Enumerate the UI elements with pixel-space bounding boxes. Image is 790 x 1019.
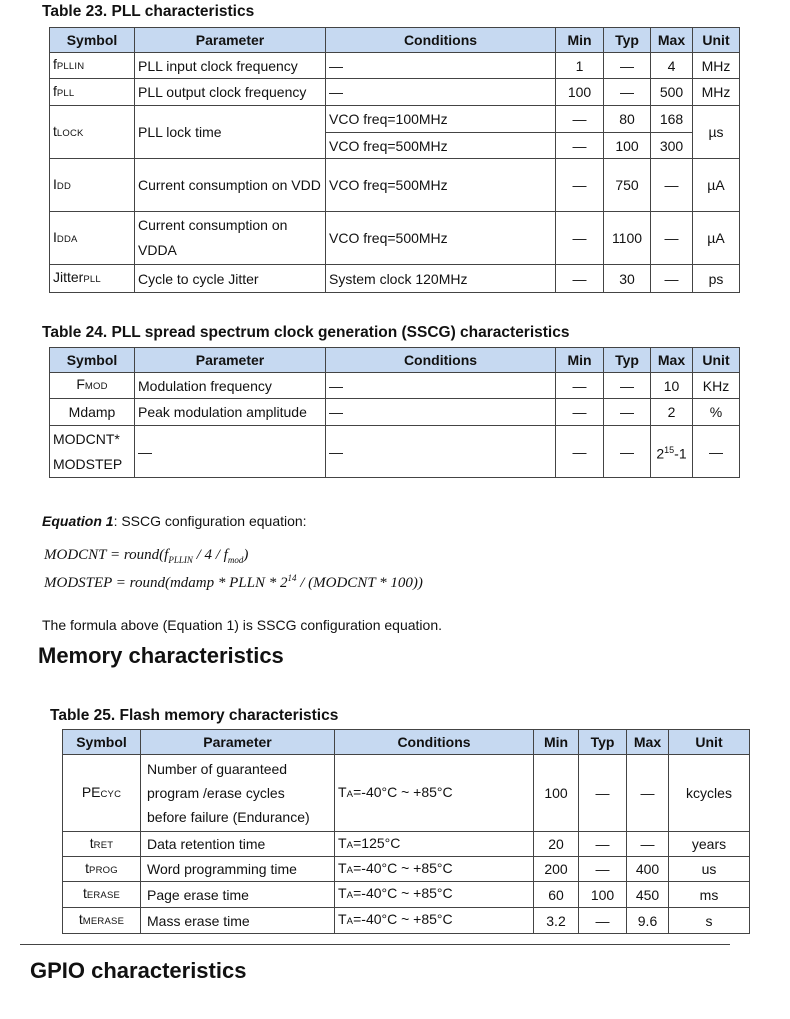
typ-cell: — <box>579 832 627 857</box>
parameter-cell: Word programming time <box>141 857 335 882</box>
col-header: Symbol <box>50 348 135 373</box>
typ-cell: — <box>579 857 627 882</box>
min-cell: 60 <box>534 882 579 908</box>
parameter-cell: Data retention time <box>141 832 335 857</box>
table-row <box>50 106 740 133</box>
unit-cell: s <box>669 908 750 934</box>
unit-cell: MHz <box>693 53 740 79</box>
parameter-cell: Modulation frequency <box>135 373 326 399</box>
table24-caption: Table 24. PLL spread spectrum clock generation (SSCG) characteristics <box>42 324 570 341</box>
table-row <box>63 832 750 857</box>
max-cell: 400 <box>627 857 669 882</box>
table-row <box>50 265 740 293</box>
max-cell: — <box>651 212 693 265</box>
max-cell: 168 <box>651 106 693 133</box>
col-header: Conditions <box>326 348 556 373</box>
symbol-cell: JitterPLL <box>50 265 135 293</box>
symbol-cell: MODCNT* MODSTEP <box>50 426 135 478</box>
symbol-cell: IDD <box>50 159 135 212</box>
equation-line-1: MODCNT = $round(f_{PLLIN} / 4 / f_{mod})$ <box>44 547 249 565</box>
min-cell: 3.2 <box>534 908 579 934</box>
min-cell: 100 <box>534 755 579 832</box>
unit-cell: years <box>669 832 750 857</box>
typ-cell: 30 <box>604 265 651 293</box>
symbol-cell: tMERASE <box>63 908 141 934</box>
max-cell: 4 <box>651 53 693 79</box>
parameter-cell: Current consumption on VDDA <box>135 212 326 265</box>
table25 <box>62 729 750 934</box>
table-row <box>50 399 740 426</box>
col-header: Max <box>651 28 693 53</box>
unit-cell: kcycles <box>669 755 750 832</box>
typ-cell: 80 <box>604 106 651 133</box>
parameter-cell: Cycle to cycle Jitter <box>135 265 326 293</box>
symbol-cell: fPLL <box>50 79 135 106</box>
unit-cell: µs <box>693 106 740 159</box>
table-row <box>63 908 750 934</box>
typ-cell: — <box>604 399 651 426</box>
table23-caption: Table 23. PLL characteristics <box>42 3 255 20</box>
gpio-heading: GPIO characteristics <box>30 958 247 983</box>
conditions-cell: VCO freq=500MHz <box>326 212 556 265</box>
max-cell: 500 <box>651 79 693 106</box>
parameter-cell: — <box>135 426 326 478</box>
symbol-cell: PECYC <box>63 755 141 832</box>
col-header: Unit <box>693 28 740 53</box>
table-row <box>50 426 740 478</box>
conditions-cell: — <box>326 373 556 399</box>
col-header: Parameter <box>135 348 326 373</box>
parameter-cell: PLL lock time <box>135 106 326 159</box>
conditions-cell: System clock 120MHz <box>326 265 556 293</box>
conditions-cell: TA=-40°C ~ +85°C <box>335 908 534 934</box>
symbol-cell: tLOCK <box>50 106 135 159</box>
typ-cell: 100 <box>604 133 651 159</box>
unit-cell: ps <box>693 265 740 293</box>
parameter-cell: Page erase time <box>141 882 335 908</box>
conditions-cell: TA=-40°C ~ +85°C <box>335 857 534 882</box>
conditions-cell: VCO freq=500MHz <box>326 133 556 159</box>
min-cell: — <box>556 212 604 265</box>
min-cell: — <box>556 373 604 399</box>
parameter-cell: PLL input clock frequency <box>135 53 326 79</box>
unit-cell: MHz <box>693 79 740 106</box>
max-cell: 300 <box>651 133 693 159</box>
typ-cell: — <box>579 755 627 832</box>
symbol-cell: tRET <box>63 832 141 857</box>
conditions-cell: TA=-40°C ~ +85°C <box>335 882 534 908</box>
col-header: Parameter <box>141 730 335 755</box>
max-cell: 10 <box>651 373 693 399</box>
col-header: Unit <box>669 730 750 755</box>
min-cell: 1 <box>556 53 604 79</box>
conditions-cell: TA=-40°C ~ +85°C <box>335 755 534 832</box>
table25-caption: Table 25. Flash memory characteristics <box>50 707 339 724</box>
table-row <box>50 159 740 212</box>
unit-cell: µA <box>693 159 740 212</box>
table-row <box>63 755 750 832</box>
max-cell: — <box>651 265 693 293</box>
symbol-cell: Mdamp <box>50 399 135 426</box>
max-cell: $2^{15}-1$ <box>651 426 693 478</box>
table24-header-row <box>50 348 740 373</box>
table-row <box>50 373 740 399</box>
table24 <box>49 347 740 478</box>
typ-cell: — <box>604 373 651 399</box>
min-cell: — <box>556 106 604 133</box>
table-row <box>50 53 740 79</box>
conditions-cell: VCO freq=100MHz <box>326 106 556 133</box>
unit-cell: % <box>693 399 740 426</box>
symbol-cell: fPLLIN <box>50 53 135 79</box>
max-cell: 9.6 <box>627 908 669 934</box>
unit-cell: ms <box>669 882 750 908</box>
conditions-cell: TA=125°C <box>335 832 534 857</box>
min-cell: — <box>556 426 604 478</box>
min-cell: 100 <box>556 79 604 106</box>
equation-label: Equation 1: SSCG configuration equation: <box>42 513 307 529</box>
typ-cell: 1100 <box>604 212 651 265</box>
unit-cell: us <box>669 857 750 882</box>
equation-line-2: MODSTEP = round(mdamp * PLLN * $2^{14}$ / (MODCNT * 100)) <box>44 573 423 591</box>
conditions-cell: VCO freq=500MHz <box>326 159 556 212</box>
col-header: Unit <box>693 348 740 373</box>
max-cell: 2 <box>651 399 693 426</box>
col-header: Max <box>651 348 693 373</box>
min-cell: — <box>556 265 604 293</box>
symbol-cell: tERASE <box>63 882 141 908</box>
col-header: Conditions <box>335 730 534 755</box>
col-header: Typ <box>579 730 627 755</box>
parameter-cell: Current consumption on VDD <box>135 159 326 212</box>
min-cell: 200 <box>534 857 579 882</box>
col-header: Parameter <box>135 28 326 53</box>
parameter-cell: Number of guaranteed program /erase cycles before failure (Endurance) <box>141 755 335 832</box>
col-header: Symbol <box>50 28 135 53</box>
col-header: Symbol <box>63 730 141 755</box>
conditions-cell: — <box>326 79 556 106</box>
conditions-cell: — <box>326 53 556 79</box>
min-cell: 20 <box>534 832 579 857</box>
symbol-cell: tPROG <box>63 857 141 882</box>
table23 <box>49 27 740 293</box>
typ-cell: 750 <box>604 159 651 212</box>
col-header: Min <box>556 28 604 53</box>
max-cell: — <box>627 755 669 832</box>
parameter-cell: Mass erase time <box>141 908 335 934</box>
col-header: Conditions <box>326 28 556 53</box>
table-row <box>63 882 750 908</box>
typ-cell: — <box>604 426 651 478</box>
typ-cell: — <box>579 908 627 934</box>
memory-heading: Memory characteristics <box>38 643 284 668</box>
max-cell: 450 <box>627 882 669 908</box>
col-header: Min <box>534 730 579 755</box>
col-header: Typ <box>604 348 651 373</box>
table-row <box>50 79 740 106</box>
col-header: Min <box>556 348 604 373</box>
max-cell: — <box>651 159 693 212</box>
min-cell: — <box>556 399 604 426</box>
max-cell: — <box>627 832 669 857</box>
typ-cell: — <box>604 53 651 79</box>
parameter-cell: PLL output clock frequency <box>135 79 326 106</box>
parameter-cell: Peak modulation amplitude <box>135 399 326 426</box>
symbol-cell: FMOD <box>50 373 135 399</box>
typ-cell: 100 <box>579 882 627 908</box>
conditions-cell: — <box>326 426 556 478</box>
unit-cell: — <box>693 426 740 478</box>
equation-note: The formula above (Equation 1) is SSCG configuration equation. <box>42 617 443 633</box>
typ-cell: — <box>604 79 651 106</box>
min-cell: — <box>556 133 604 159</box>
col-header: Max <box>627 730 669 755</box>
unit-cell: KHz <box>693 373 740 399</box>
table-row <box>50 212 740 265</box>
table-row <box>63 857 750 882</box>
unit-cell: µA <box>693 212 740 265</box>
symbol-cell: IDDA <box>50 212 135 265</box>
conditions-cell: — <box>326 399 556 426</box>
min-cell: — <box>556 159 604 212</box>
section-divider <box>20 944 730 945</box>
table25-header-row <box>63 730 750 755</box>
table23-header-row <box>50 28 740 53</box>
col-header: Typ <box>604 28 651 53</box>
